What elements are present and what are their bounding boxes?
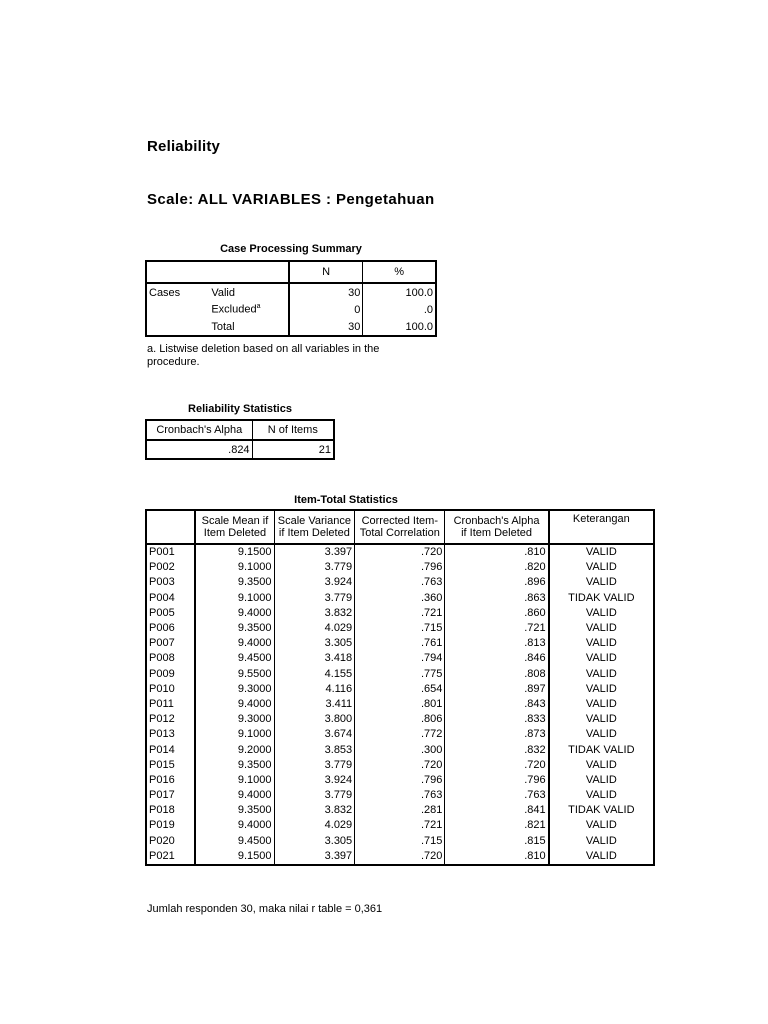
table-row [146, 788, 654, 803]
cell-corrected-correlation: .763 [355, 575, 445, 590]
table-row [146, 803, 654, 818]
table-row [146, 651, 654, 666]
cell-item: P001 [149, 546, 175, 559]
cell-alpha-if-deleted: .833 [445, 712, 549, 727]
cell-alpha-if-deleted: .846 [445, 651, 549, 666]
cell-alpha-if-deleted: .860 [445, 606, 549, 621]
cell-corrected-correlation: .720 [355, 544, 445, 560]
cell-alpha-if-deleted: .721 [445, 621, 549, 636]
cell-scale-mean: 9.3000 [195, 712, 274, 727]
col-header-n: N [289, 261, 363, 283]
table-row [146, 560, 654, 575]
cell-scale-mean: 9.3500 [195, 758, 274, 773]
cell-item: P020 [149, 834, 175, 847]
cell-item: P015 [149, 758, 175, 771]
cell-item: P016 [149, 773, 175, 786]
cell-scale-variance: 4.029 [274, 818, 355, 833]
table-row [146, 727, 654, 742]
cell-keterangan: VALID [549, 682, 654, 697]
row-label: Excluded$^a$ [211, 303, 261, 316]
cell-scale-variance: 3.397 [274, 544, 355, 560]
cell-corrected-correlation: .721 [355, 818, 445, 833]
cell-scale-mean: 9.4000 [195, 606, 274, 621]
table-row [146, 606, 654, 621]
cell-scale-mean: 9.3500 [195, 803, 274, 818]
cell-n: 30 [289, 283, 363, 301]
table-row [146, 849, 654, 865]
cell-corrected-correlation: .720 [355, 849, 445, 865]
cell-keterangan: VALID [549, 606, 654, 621]
cell-scale-mean: 9.5500 [195, 667, 274, 682]
cell-scale-variance: 4.029 [274, 621, 355, 636]
cell-alpha-if-deleted: .808 [445, 667, 549, 682]
cell-keterangan: TIDAK VALID [549, 803, 654, 818]
cell-scale-variance: 3.779 [274, 758, 355, 773]
cell-keterangan: VALID [549, 834, 654, 849]
cell-scale-mean: 9.4500 [195, 834, 274, 849]
cell-corrected-correlation: .654 [355, 682, 445, 697]
cell-scale-variance: 3.397 [274, 849, 355, 865]
table-row [146, 575, 654, 590]
cell-scale-mean: 9.3000 [195, 682, 274, 697]
cell-corrected-correlation: .775 [355, 667, 445, 682]
cell-keterangan: VALID [549, 788, 654, 803]
cell-corrected-correlation: .300 [355, 742, 445, 757]
cell-item: P003 [149, 576, 175, 589]
scale-heading: Scale: ALL VARIABLES : Pengetahuan [147, 191, 435, 208]
table-row [146, 591, 654, 606]
cell-item: P012 [149, 713, 175, 726]
cell-item: P017 [149, 789, 175, 802]
cell-scale-mean: 9.4500 [195, 651, 274, 666]
cell-alpha-if-deleted: .821 [445, 818, 549, 833]
table-row [146, 636, 654, 651]
cell-item: P013 [149, 728, 175, 741]
cell-scale-variance: 3.924 [274, 575, 355, 590]
table-row [146, 621, 654, 636]
cell-keterangan: TIDAK VALID [549, 742, 654, 757]
cell-corrected-correlation: .801 [355, 697, 445, 712]
table-row [146, 667, 654, 682]
cell-keterangan: VALID [549, 544, 654, 560]
cell-item: P019 [149, 819, 175, 832]
table-row [146, 834, 654, 849]
row-label: Valid [211, 286, 235, 299]
cell-corrected-correlation: .720 [355, 758, 445, 773]
cell-corrected-correlation: .761 [355, 636, 445, 651]
col-header-keterangan: Keterangan [549, 510, 654, 544]
table-row [146, 742, 654, 757]
cell-corrected-correlation: .360 [355, 591, 445, 606]
cell-keterangan: VALID [549, 818, 654, 833]
cell-scale-mean: 9.4000 [195, 697, 274, 712]
cell-scale-variance: 3.832 [274, 606, 355, 621]
table-row [146, 818, 654, 833]
table-row [146, 773, 654, 788]
cell-scale-variance: 3.418 [274, 651, 355, 666]
cell-corrected-correlation: .772 [355, 727, 445, 742]
cell-scale-variance: 3.674 [274, 727, 355, 742]
cell-item: P007 [149, 637, 175, 650]
cell-alpha: .824 [228, 443, 250, 456]
cell-alpha-if-deleted: .810 [445, 849, 549, 865]
col-header-scale-variance: Scale Variance if Item Deleted [274, 510, 355, 544]
cell-corrected-correlation: .794 [355, 651, 445, 666]
cell-scale-variance: 3.832 [274, 803, 355, 818]
cell-scale-mean: 9.1000 [195, 727, 274, 742]
cell-scale-variance: 3.779 [274, 560, 355, 575]
cell-item: P014 [149, 743, 175, 756]
cell-alpha-if-deleted: .863 [445, 591, 549, 606]
cell-corrected-correlation: .806 [355, 712, 445, 727]
cell-scale-variance: 4.155 [274, 667, 355, 682]
table-row [146, 758, 654, 773]
reliability-statistics-table [145, 419, 335, 460]
cell-pct: .0 [363, 301, 436, 318]
cell-alpha-if-deleted: .720 [445, 758, 549, 773]
case-processing-caption: Case Processing Summary [220, 243, 362, 255]
cell-keterangan: VALID [549, 651, 654, 666]
cell-item: P006 [149, 622, 175, 635]
cell-scale-mean: 9.4000 [195, 636, 274, 651]
cell-keterangan: VALID [549, 560, 654, 575]
cell-alpha-if-deleted: .810 [445, 544, 549, 560]
cell-alpha-if-deleted: .796 [445, 773, 549, 788]
cell-scale-variance: 3.853 [274, 742, 355, 757]
cell-item: P002 [149, 561, 175, 574]
col-header-scale-mean: Scale Mean if Item Deleted [195, 510, 274, 544]
cell-scale-variance: 3.924 [274, 773, 355, 788]
cell-scale-mean: 9.1000 [195, 773, 274, 788]
cell-keterangan: VALID [549, 727, 654, 742]
cell-n: 0 [289, 301, 363, 318]
cell-alpha-if-deleted: .897 [445, 682, 549, 697]
footer-note: Jumlah responden 30, maka nilai r table = 0,361 [147, 903, 383, 915]
item-total-caption: Item-Total Statistics [294, 494, 398, 506]
reliability-statistics-caption: Reliability Statistics [188, 403, 292, 415]
cell-scale-variance: 3.779 [274, 788, 355, 803]
cell-item: P005 [149, 606, 175, 619]
cell-items: 21 [252, 440, 334, 459]
table-row [146, 682, 654, 697]
cell-item: P021 [149, 849, 175, 862]
cell-item: P004 [149, 591, 175, 604]
cell-n: 30 [289, 318, 363, 336]
table-row [146, 712, 654, 727]
cell-scale-variance: 3.305 [274, 834, 355, 849]
cell-scale-mean: 9.1500 [195, 544, 274, 560]
row-label: Total [211, 320, 235, 333]
cell-scale-mean: 9.3500 [195, 621, 274, 636]
cell-scale-variance: 3.800 [274, 712, 355, 727]
cell-corrected-correlation: .763 [355, 788, 445, 803]
cell-item: P011 [149, 697, 174, 710]
cell-corrected-correlation: .281 [355, 803, 445, 818]
cell-scale-variance: 3.779 [274, 591, 355, 606]
cell-keterangan: VALID [549, 773, 654, 788]
cell-keterangan: VALID [549, 712, 654, 727]
cell-item: P010 [149, 682, 175, 695]
cell-keterangan: VALID [549, 667, 654, 682]
cell-scale-mean: 9.1000 [195, 591, 274, 606]
cell-keterangan: VALID [549, 621, 654, 636]
col-header-alpha-if-deleted: Cronbach's Alpha if Item Deleted [445, 510, 549, 544]
cell-corrected-correlation: .715 [355, 621, 445, 636]
cell-alpha-if-deleted: .815 [445, 834, 549, 849]
col-header-corrected-correlation: Corrected Item- Total Correlation [355, 510, 445, 544]
page-title: Reliability [147, 138, 221, 155]
cell-pct: 100.0 [363, 318, 436, 336]
case-processing-footnote: a. Listwise deletion based on all variables in the procedure. [147, 343, 380, 368]
cell-alpha-if-deleted: .841 [445, 803, 549, 818]
cell-keterangan: VALID [549, 697, 654, 712]
cell-scale-mean: 9.3500 [195, 575, 274, 590]
cell-scale-mean: 9.1500 [195, 849, 274, 865]
col-header-pct: % [363, 261, 436, 283]
table-row [146, 697, 654, 712]
cell-corrected-correlation: .796 [355, 773, 445, 788]
cell-alpha-if-deleted: .820 [445, 560, 549, 575]
footnote-marker: a [256, 303, 261, 311]
item-total-table [145, 509, 655, 866]
cell-scale-mean: 9.4000 [195, 788, 274, 803]
cell-keterangan: VALID [549, 758, 654, 773]
cell-scale-variance: 3.305 [274, 636, 355, 651]
cell-alpha-if-deleted: .832 [445, 742, 549, 757]
cell-item: P008 [149, 652, 175, 665]
cell-item: P018 [149, 804, 175, 817]
cell-alpha-if-deleted: .813 [445, 636, 549, 651]
cell-keterangan: VALID [549, 849, 654, 865]
cell-item: P009 [149, 667, 175, 680]
cell-corrected-correlation: .796 [355, 560, 445, 575]
row-group-label: Cases [149, 286, 181, 299]
cell-alpha-if-deleted: .843 [445, 697, 549, 712]
cell-alpha-if-deleted: .896 [445, 575, 549, 590]
cell-alpha-if-deleted: .873 [445, 727, 549, 742]
cell-keterangan: VALID [549, 575, 654, 590]
cell-scale-variance: 4.116 [274, 682, 355, 697]
cell-scale-mean: 9.1000 [195, 560, 274, 575]
cell-scale-mean: 9.2000 [195, 742, 274, 757]
col-header-alpha: Cronbach's Alpha [146, 420, 252, 440]
cell-corrected-correlation: .721 [355, 606, 445, 621]
cell-keterangan: TIDAK VALID [549, 591, 654, 606]
cell-pct: 100.0 [363, 283, 436, 301]
table-row [146, 544, 654, 560]
cell-keterangan: VALID [549, 636, 654, 651]
case-processing-table [145, 260, 437, 337]
cell-scale-mean: 9.4000 [195, 818, 274, 833]
col-header-items: N of Items [252, 420, 334, 440]
cell-corrected-correlation: .715 [355, 834, 445, 849]
cell-scale-variance: 3.411 [274, 697, 355, 712]
cell-alpha-if-deleted: .763 [445, 788, 549, 803]
